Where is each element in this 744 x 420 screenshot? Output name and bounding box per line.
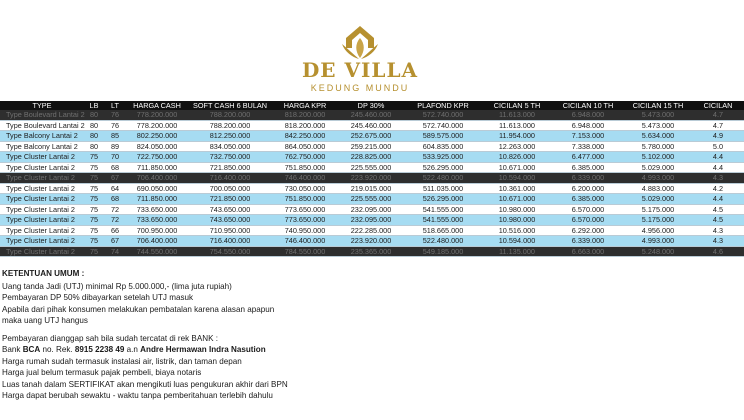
table-cell: 721.850.000	[188, 194, 272, 205]
table-cell: 740.950.000	[272, 225, 338, 236]
table-cell: 228.825.000	[338, 152, 404, 163]
table-cell: 4.5	[692, 204, 744, 215]
table-cell: 812.250.000	[188, 131, 272, 142]
table-cell: 6.948.000	[552, 120, 624, 131]
table-cell-type: Type Cluster Lantai 2	[0, 215, 84, 226]
table-cell: 75	[84, 215, 104, 226]
table-cell: 732.750.000	[188, 152, 272, 163]
table-cell: 5.175.000	[624, 204, 692, 215]
table-cell: 700.950.000	[126, 225, 188, 236]
table-row	[0, 204, 744, 215]
table-cell: 522.480.000	[404, 236, 482, 247]
table-cell-type: Type Balcony Lantai 2	[0, 131, 84, 142]
table-cell: 80	[84, 110, 104, 120]
table-cell: 11.613.000	[482, 120, 552, 131]
table-cell: 778.200.000	[126, 120, 188, 131]
table-cell: 75	[84, 162, 104, 173]
table-cell-type: Type Cluster Lantai 2	[0, 194, 84, 205]
table-cell: 67	[104, 173, 126, 184]
table-cell: 222.285.000	[338, 225, 404, 236]
table-cell: 4.3	[692, 236, 744, 247]
table-cell: 72	[104, 215, 126, 226]
table-cell: 10.671.000	[482, 194, 552, 205]
table-cell: 743.650.000	[188, 204, 272, 215]
table-cell-type: Type Cluster Lantai 2	[0, 225, 84, 236]
table-cell-type: Type Cluster Lantai 2	[0, 204, 84, 215]
table-cell: 716.400.000	[188, 236, 272, 247]
table-cell: 572.740.000	[404, 110, 482, 120]
table-cell: 74	[104, 246, 126, 257]
table-row	[0, 120, 744, 131]
table-cell: 6.200.000	[552, 183, 624, 194]
table-cell: 533.925.000	[404, 152, 482, 163]
brand-title: DE VILLA	[301, 58, 419, 82]
header-lb: LB	[84, 101, 104, 110]
table-cell: 235.365.000	[338, 246, 404, 257]
table-cell: 75	[84, 204, 104, 215]
table-cell: 76	[104, 110, 126, 120]
table-row	[0, 152, 744, 163]
table-cell: 225.555.000	[338, 194, 404, 205]
table-row	[0, 183, 744, 194]
table-row	[0, 194, 744, 205]
table-cell: 5.175.000	[624, 215, 692, 226]
table-cell: 5.029.000	[624, 162, 692, 173]
table-cell: 232.095.000	[338, 204, 404, 215]
table-cell: 706.400.000	[126, 236, 188, 247]
table-cell: 5.473.000	[624, 120, 692, 131]
table-cell: 6.385.000	[552, 194, 624, 205]
header-harga-kpr: HARGA KPR	[272, 101, 338, 110]
table-cell: 6.570.000	[552, 215, 624, 226]
table-row	[0, 173, 744, 184]
table-cell: 6.948.000	[552, 110, 624, 120]
table-row	[0, 215, 744, 226]
table-cell: 219.015.000	[338, 183, 404, 194]
terms-line: Luas tanah dalam SERTIFIKAT akan mengikuti luas pengukuran akhir dari BPN	[2, 379, 288, 389]
header-cicilan-more: CICILAN	[692, 101, 744, 110]
table-cell-type: Type Cluster Lantai 2	[0, 162, 84, 173]
table-cell: 72	[104, 204, 126, 215]
table-cell: 252.675.000	[338, 131, 404, 142]
table-cell: 526.295.000	[404, 194, 482, 205]
table-cell: 5.102.000	[624, 152, 692, 163]
bank-name: BCA	[22, 345, 41, 354]
table-cell: 743.650.000	[188, 215, 272, 226]
terms-line: Harga jual belum termasuk pajak pembeli, biaya notaris	[2, 368, 202, 377]
header-plafond: PLAFOND KPR	[404, 101, 482, 110]
terms-bank-intro: Pembayaran dianggap sah bila sudah tercatat di rek BANK :	[2, 333, 218, 343]
table-cell: 6.339.000	[552, 173, 624, 184]
table-cell: 690.050.000	[126, 183, 188, 194]
bank-an-label: a.n	[124, 345, 141, 354]
table-cell: 733.650.000	[126, 204, 188, 215]
table-cell: 751.850.000	[272, 194, 338, 205]
terms-line: Harga rumah sudah termasuk instalasi air, listrik, dan taman depan	[2, 356, 242, 366]
table-cell: 5.0	[692, 141, 744, 152]
table-cell: 75	[84, 225, 104, 236]
table-cell: 5.248.000	[624, 246, 692, 257]
table-cell: 75	[84, 173, 104, 184]
table-cell: 778.200.000	[126, 110, 188, 120]
terms-section	[2, 268, 718, 402]
table-cell: 541.555.000	[404, 204, 482, 215]
table-cell: 4.7	[692, 120, 744, 131]
table-cell: 10.826.000	[482, 152, 552, 163]
table-cell: 842.250.000	[272, 131, 338, 142]
bank-no-label: no. Rek.	[40, 345, 75, 354]
brand-subtitle: KEDUNG MUNDU	[310, 83, 410, 93]
table-cell: 706.400.000	[126, 173, 188, 184]
table-row	[0, 246, 744, 257]
table-cell-type: Type Cluster Lantai 2	[0, 236, 84, 247]
table-cell: 824.050.000	[126, 141, 188, 152]
table-cell: 7.153.000	[552, 131, 624, 142]
table-cell: 572.740.000	[404, 120, 482, 131]
header-cicilan-10: CICILAN 10 TH	[552, 101, 624, 110]
table-cell-type: Type Cluster Lantai 2	[0, 246, 84, 257]
bank-holder: Andre Hermawan Indra Nasution	[140, 345, 266, 354]
table-cell: 518.665.000	[404, 225, 482, 236]
header-cicilan-15: CICILAN 15 TH	[624, 101, 692, 110]
table-cell: 4.6	[692, 246, 744, 257]
table-header-row	[0, 101, 744, 110]
table-cell: 4.993.000	[624, 236, 692, 247]
table-cell: 10.594.000	[482, 236, 552, 247]
header-lt: LT	[104, 101, 126, 110]
header-cicilan-5: CICILAN 5 TH	[482, 101, 552, 110]
table-cell: 4.7	[692, 110, 744, 120]
table-cell: 773.650.000	[272, 204, 338, 215]
table-cell: 75	[84, 183, 104, 194]
table-cell: 710.950.000	[188, 225, 272, 236]
table-cell: 4.9	[692, 131, 744, 142]
table-cell: 75	[84, 152, 104, 163]
table-cell: 10.980.000	[482, 215, 552, 226]
table-cell: 245.460.000	[338, 110, 404, 120]
table-cell: 730.050.000	[272, 183, 338, 194]
table-cell: 75	[84, 236, 104, 247]
table-cell: 10.980.000	[482, 204, 552, 215]
terms-bank-line	[2, 344, 718, 356]
table-cell: 4.4	[692, 162, 744, 173]
table-cell: 711.850.000	[126, 194, 188, 205]
header-harga-cash: HARGA CASH	[126, 101, 188, 110]
table-cell: 589.575.000	[404, 131, 482, 142]
table-cell: 75	[84, 246, 104, 257]
table-cell: 700.050.000	[188, 183, 272, 194]
table-cell: 259.215.000	[338, 141, 404, 152]
table-cell: 75	[84, 194, 104, 205]
table-cell: 223.920.000	[338, 236, 404, 247]
header-type: TYPE	[0, 101, 84, 110]
table-cell: 4.956.000	[624, 225, 692, 236]
table-cell: 4.993.000	[624, 173, 692, 184]
table-cell: 11.135.000	[482, 246, 552, 257]
table-row	[0, 225, 744, 236]
table-cell: 68	[104, 194, 126, 205]
bank-prefix: Bank	[2, 345, 23, 354]
table-cell: 89	[104, 141, 126, 152]
table-cell: 6.339.000	[552, 236, 624, 247]
table-cell: 864.050.000	[272, 141, 338, 152]
table-cell-type: Type Balcony Lantai 2	[0, 141, 84, 152]
table-cell: 68	[104, 162, 126, 173]
terms-heading: KETENTUAN UMUM :	[2, 269, 85, 278]
table-cell: 526.295.000	[404, 162, 482, 173]
table-cell: 4.2	[692, 183, 744, 194]
table-cell: 80	[84, 120, 104, 131]
table-cell: 762.750.000	[272, 152, 338, 163]
table-cell: 5.029.000	[624, 194, 692, 205]
table-row	[0, 236, 744, 247]
table-row	[0, 131, 744, 142]
table-cell: 5.473.000	[624, 110, 692, 120]
table-cell: 225.555.000	[338, 162, 404, 173]
table-cell: 85	[104, 131, 126, 142]
table-cell: 223.920.000	[338, 173, 404, 184]
table-cell: 746.400.000	[272, 236, 338, 247]
terms-line: maka uang UTJ hangus	[2, 316, 88, 325]
table-row	[0, 110, 744, 120]
table-cell: 4.4	[692, 194, 744, 205]
price-table	[0, 101, 733, 258]
logo-icon	[337, 24, 383, 62]
table-cell: 10.516.000	[482, 225, 552, 236]
table-cell: 711.850.000	[126, 162, 188, 173]
table-cell: 716.400.000	[188, 173, 272, 184]
table-cell: 11.613.000	[482, 110, 552, 120]
table-cell: 788.200.000	[188, 120, 272, 131]
table-cell: 818.200.000	[272, 110, 338, 120]
table-cell: 4.4	[692, 152, 744, 163]
table-cell: 733.650.000	[126, 215, 188, 226]
table-cell: 80	[84, 131, 104, 142]
table-cell: 67	[104, 236, 126, 247]
table-cell: 6.663.000	[552, 246, 624, 257]
header-dp: DP 30%	[338, 101, 404, 110]
table-cell: 4.3	[692, 173, 744, 184]
table-cell: 80	[84, 141, 104, 152]
table-cell: 746.400.000	[272, 173, 338, 184]
terms-line: Harga dapat berubah sewaktu - waktu tanpa pemberitahuan terlebih dahulu	[2, 391, 273, 400]
table-cell: 834.050.000	[188, 141, 272, 152]
table-cell: 802.250.000	[126, 131, 188, 142]
table-row	[0, 162, 744, 173]
brand-header	[0, 0, 720, 100]
terms-line: Pembayaran DP 50% dibayarkan setelah UTJ masuk	[2, 293, 194, 302]
table-cell: 751.850.000	[272, 162, 338, 173]
table-cell: 522.480.000	[404, 173, 482, 184]
table-cell: 232.095.000	[338, 215, 404, 226]
table-cell: 7.338.000	[552, 141, 624, 152]
table-cell: 604.835.000	[404, 141, 482, 152]
table-cell: 4.883.000	[624, 183, 692, 194]
table-cell: 5.780.000	[624, 141, 692, 152]
table-cell: 721.850.000	[188, 162, 272, 173]
table-cell: 784.550.000	[272, 246, 338, 257]
table-cell: 754.550.000	[188, 246, 272, 257]
terms-line: Apabila dari pihak konsumen melakukan pembatalan karena alasan apapun	[2, 304, 275, 314]
table-cell: 788.200.000	[188, 110, 272, 120]
table-cell-type: Type Cluster Lantai 2	[0, 183, 84, 194]
table-cell: 5.634.000	[624, 131, 692, 142]
table-cell: 511.035.000	[404, 183, 482, 194]
table-cell-type: Type Cluster Lantai 2	[0, 173, 84, 184]
table-cell: 773.650.000	[272, 215, 338, 226]
table-cell: 11.954.000	[482, 131, 552, 142]
table-cell: 4.5	[692, 215, 744, 226]
table-cell: 6.477.000	[552, 152, 624, 163]
bank-account: 8915 2238 49	[74, 345, 125, 354]
table-cell-type: Type Boulevard Lantai 2	[0, 120, 84, 131]
table-cell: 549.185.000	[404, 246, 482, 257]
table-cell: 12.263.000	[482, 141, 552, 152]
table-cell: 6.385.000	[552, 162, 624, 173]
header-soft-cash: SOFT CASH 6 BULAN	[188, 101, 272, 110]
table-cell: 541.555.000	[404, 215, 482, 226]
table-cell-type: Type Boulevard Lantai 2	[0, 110, 84, 120]
terms-line: Uang tanda Jadi (UTJ) minimal Rp 5.000.000,- (lima juta rupiah)	[2, 281, 232, 291]
table-cell: 70	[104, 152, 126, 163]
table-cell: 4.3	[692, 225, 744, 236]
table-cell: 744.550.000	[126, 246, 188, 257]
table-cell: 722.750.000	[126, 152, 188, 163]
table-cell: 245.460.000	[338, 120, 404, 131]
table-row	[0, 141, 744, 152]
table-cell: 64	[104, 183, 126, 194]
table-cell: 6.570.000	[552, 204, 624, 215]
table-cell: 10.594.000	[482, 173, 552, 184]
table-cell-type: Type Cluster Lantai 2	[0, 152, 84, 163]
table-cell: 10.671.000	[482, 162, 552, 173]
table-cell: 76	[104, 120, 126, 131]
table-cell: 10.361.000	[482, 183, 552, 194]
table-cell: 6.292.000	[552, 225, 624, 236]
table-cell: 66	[104, 225, 126, 236]
table-cell: 818.200.000	[272, 120, 338, 131]
